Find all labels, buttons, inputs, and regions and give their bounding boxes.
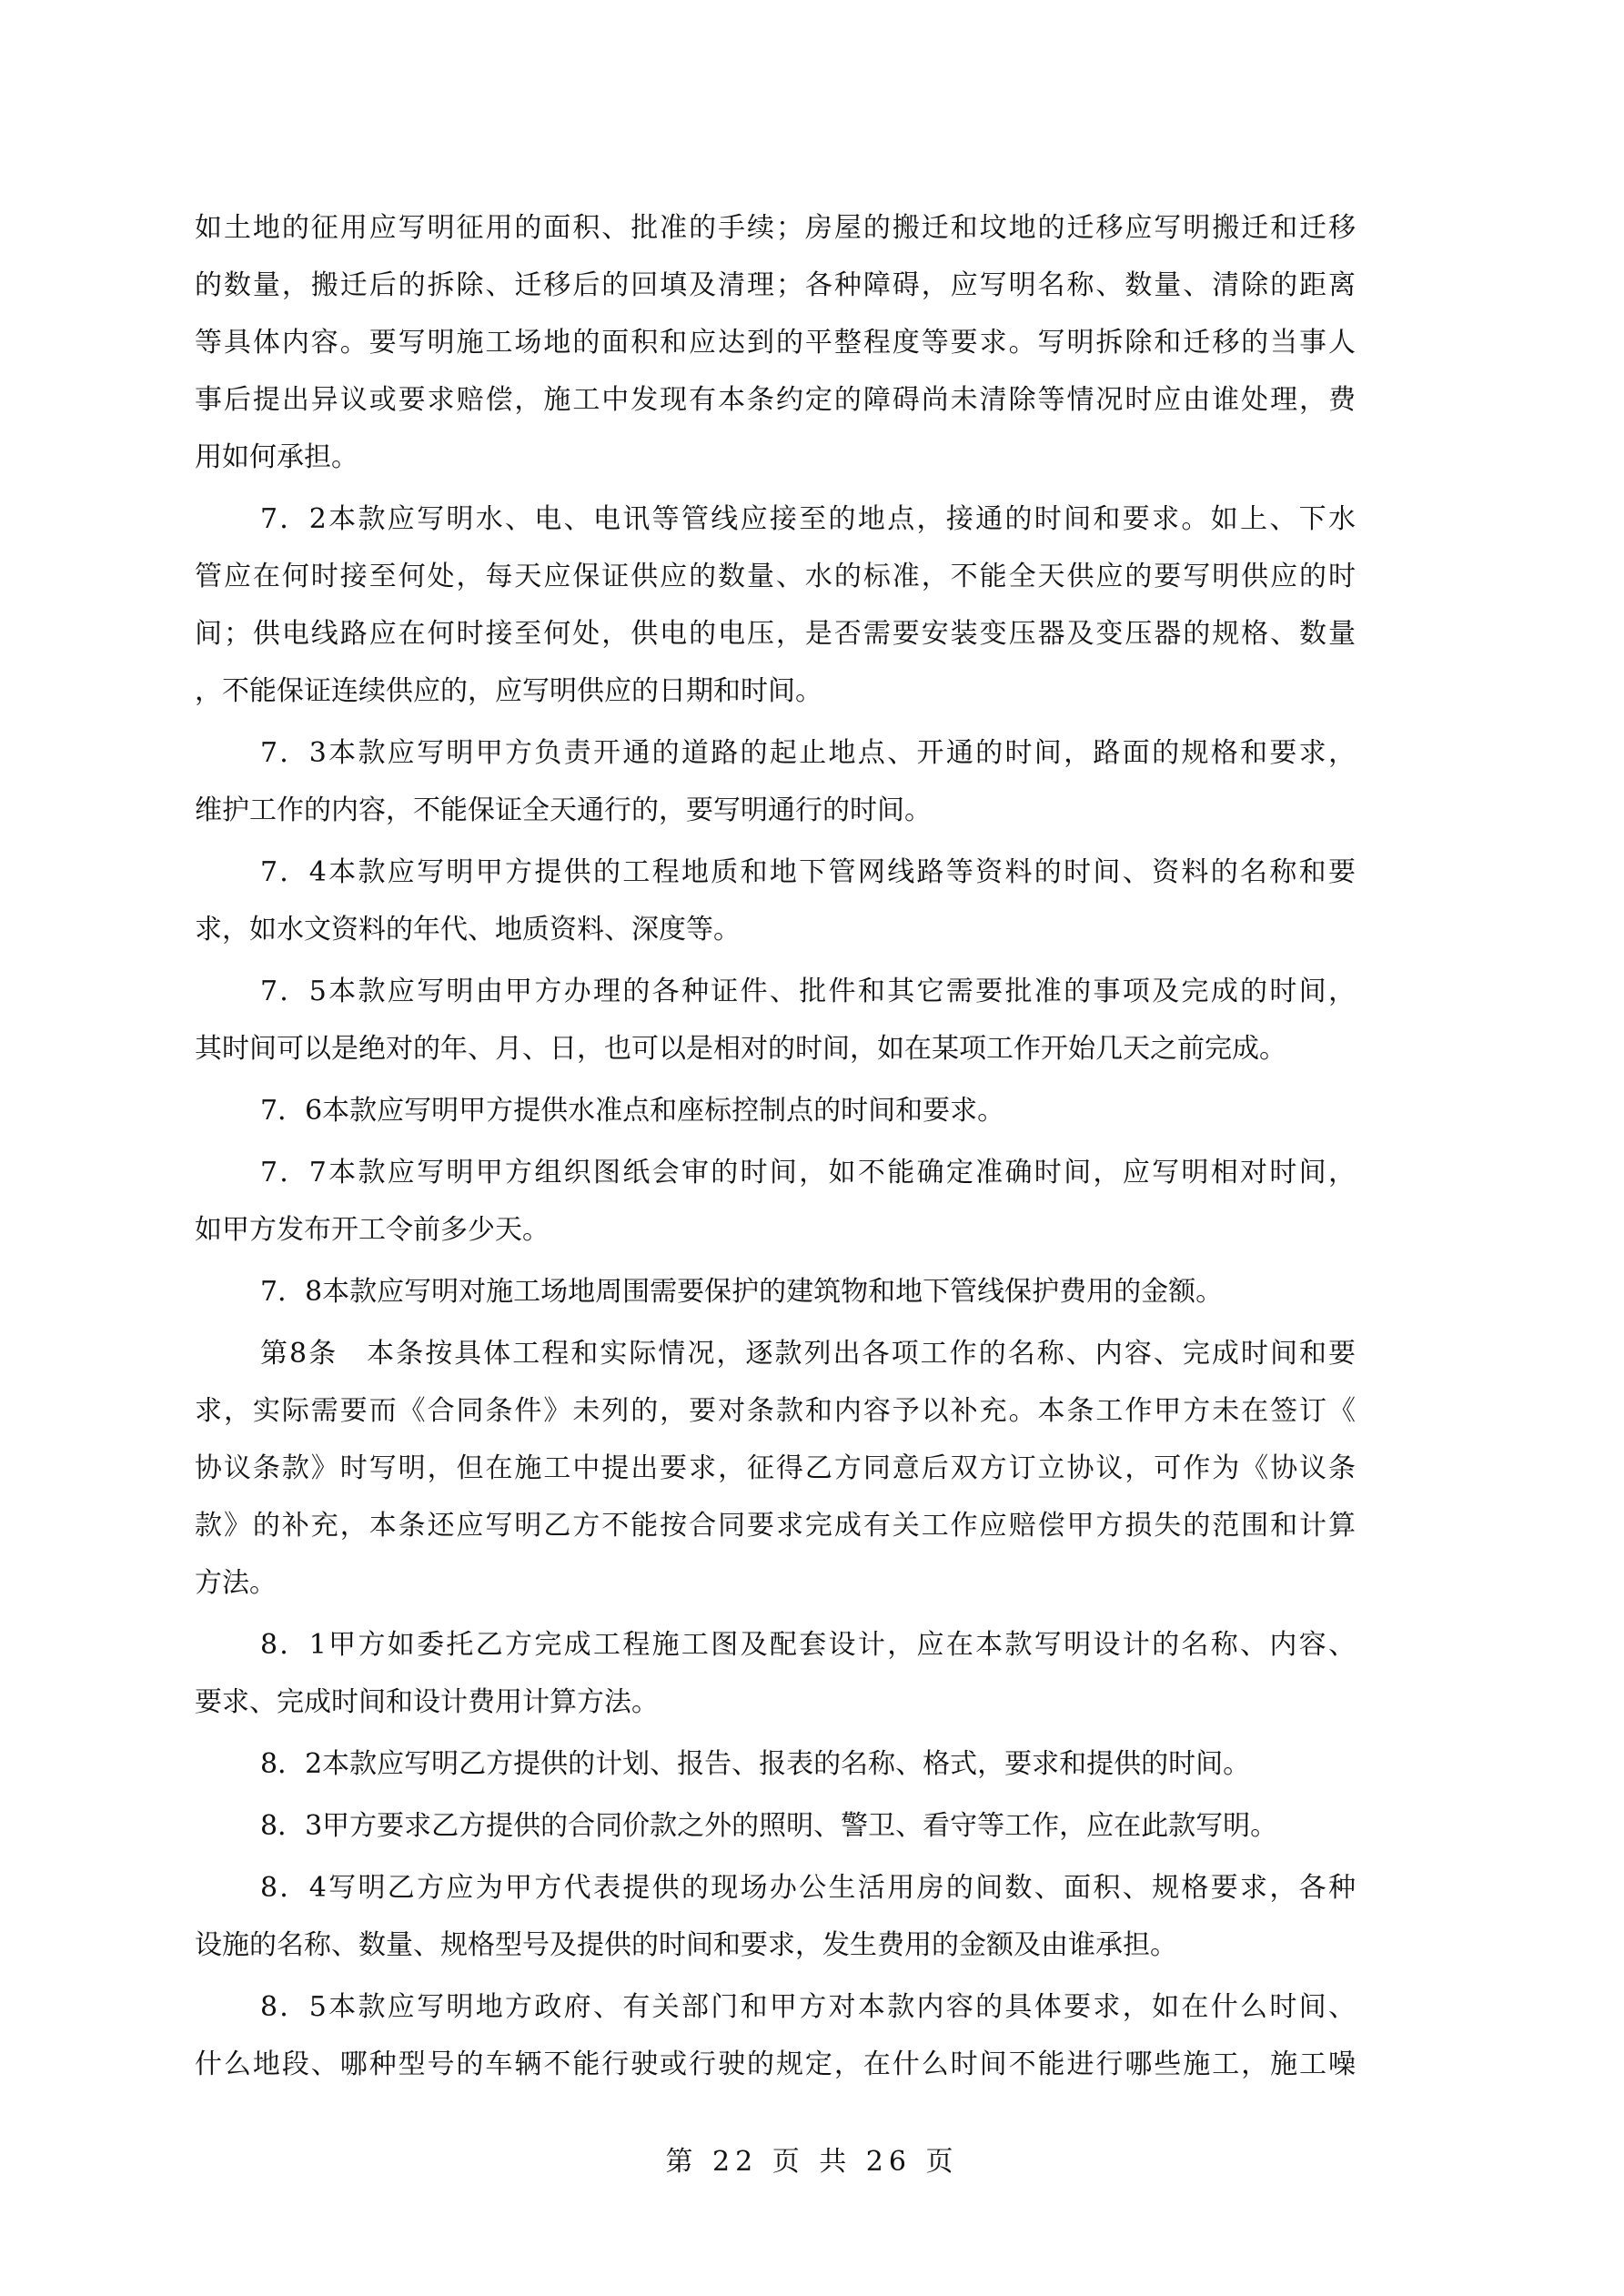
paragraph bbox=[195, 963, 1356, 1077]
text-line: 求，如水文资料的年代、地质资料、深度等。 bbox=[195, 914, 741, 946]
text-line: 7．4本款应写明甲方提供的工程地质和地下管网线路等资料的时间、资料的名称和要 bbox=[260, 856, 1356, 888]
text-line: 用如何承担。 bbox=[195, 441, 358, 473]
text-line: 7．5本款应写明由甲方办理的各种证件、批件和其它需要批准的事项及完成的时间， bbox=[260, 976, 1356, 1007]
paragraph bbox=[195, 1263, 1356, 1320]
text-line: 事后提出异议或要求赔偿，施工中发现有本条约定的障碍尚未清除等情况时应由谁处理，费 bbox=[195, 384, 1356, 416]
paragraph bbox=[195, 491, 1356, 720]
paragraph bbox=[195, 724, 1356, 839]
text-line: 8．1甲方如委托乙方完成工程施工图及配套设计，应在本款写明设计的名称、内容、 bbox=[260, 1629, 1356, 1661]
paragraph bbox=[195, 844, 1356, 958]
paragraph bbox=[195, 1735, 1356, 1793]
text-line: 8．2本款应写明乙方提供的计划、报告、报表的名称、格式，要求和提供的时间。 bbox=[260, 1748, 1251, 1780]
text-line: 的数量，搬迁后的拆除、迁移后的回填及清理；各种障碍，应写明名称、数量、清除的距离 bbox=[195, 269, 1356, 301]
text-line: 其时间可以是绝对的年、月、日，也可以是相对的时间，如在某项工作开始几天之前完成。 bbox=[195, 1033, 1286, 1065]
text-line: 等具体内容。要写明施工场地的面积和应达到的平整程度等要求。写明拆除和迁移的当事人 bbox=[195, 327, 1356, 359]
text-line: 方法。 bbox=[195, 1567, 277, 1599]
text-line: 求，实际需要而《合同条件》未列的，要对条款和内容予以补充。本条工作甲方未在签订《 bbox=[195, 1395, 1356, 1427]
text-line: 协议条款》时写明，但在施工中提出要求，征得乙方同意后双方订立协议，可作为《协议条 bbox=[195, 1452, 1356, 1484]
text-line: 7．6本款应写明甲方提供水准点和座标控制点的时间和要求。 bbox=[260, 1095, 1005, 1127]
text-line: 7．8本款应写明对施工场地周围需要保护的建筑物和地下管线保护费用的金额。 bbox=[260, 1276, 1224, 1308]
page-number-footer: 第 22 页 共 26 页 bbox=[665, 2146, 959, 2178]
paragraph bbox=[195, 1144, 1356, 1259]
text-line: 8．4写明乙方应为甲方代表提供的现场办公生活用房的间数、面积、规格要求，各种 bbox=[260, 1872, 1356, 1904]
paragraph bbox=[195, 1797, 1356, 1855]
paragraph bbox=[195, 199, 1356, 486]
text-line: 什么地段、哪种型号的车辆不能行驶或行驶的规定，在什么时间不能进行哪些施工，施工噪 bbox=[195, 2048, 1356, 2080]
paragraph bbox=[195, 1616, 1356, 1731]
text-line: 7．2本款应写明水、电、电讯等管线应接至的地点，接通的时间和要求。如上、下水 bbox=[260, 503, 1356, 535]
text-line: 款》的补充，本条还应写明乙方不能按合同要求完成有关工作应赔偿甲方损失的范围和计算 bbox=[195, 1510, 1356, 1542]
text-line: 如甲方发布开工令前多少天。 bbox=[195, 1214, 550, 1246]
text-line: 要求、完成时间和设计费用计算方法。 bbox=[195, 1686, 659, 1718]
text-line: 8．5本款应写明地方政府、有关部门和甲方对本款内容的具体要求，如在什么时间、 bbox=[260, 1991, 1356, 2023]
text-line: ，不能保证连续供应的，应写明供应的日期和时间。 bbox=[195, 675, 822, 707]
paragraph bbox=[195, 1325, 1356, 1612]
paragraph bbox=[195, 1082, 1356, 1139]
text-line: 8．3甲方要求乙方提供的合同价款之外的照明、警卫、看守等工作，应在此款写明。 bbox=[260, 1810, 1278, 1842]
text-line: 设施的名称、数量、规格型号及提供的时间和要求，发生费用的金额及由谁承担。 bbox=[195, 1929, 1177, 1961]
document-body bbox=[195, 195, 1356, 2093]
text-line: 管应在何时接至何处，每天应保证供应的数量、水的标准，不能全天供应的要写明供应的时 bbox=[195, 561, 1356, 592]
text-line: 第8条 本条按具体工程和实际情况，逐款列出各项工作的名称、内容、完成时间和要 bbox=[260, 1338, 1356, 1370]
paragraph bbox=[195, 1859, 1356, 1974]
paragraph bbox=[195, 1978, 1356, 2093]
text-line: 间；供电线路应在何时接至何处，供电的电压，是否需要安装变压器及变压器的规格、数量 bbox=[195, 618, 1356, 650]
text-line: 7．7本款应写明甲方组织图纸会审的时间，如不能确定准确时间，应写明相对时间， bbox=[260, 1157, 1356, 1188]
text-line: 7．3本款应写明甲方负责开通的道路的起止地点、开通的时间，路面的规格和要求， bbox=[260, 737, 1356, 769]
text-line: 维护工作的内容，不能保证全天通行的，要写明通行的时间。 bbox=[195, 794, 932, 826]
text-line: 如土地的征用应写明征用的面积、批准的手续；房屋的搬迁和坟地的迁移应写明搬迁和迁移 bbox=[195, 212, 1356, 244]
